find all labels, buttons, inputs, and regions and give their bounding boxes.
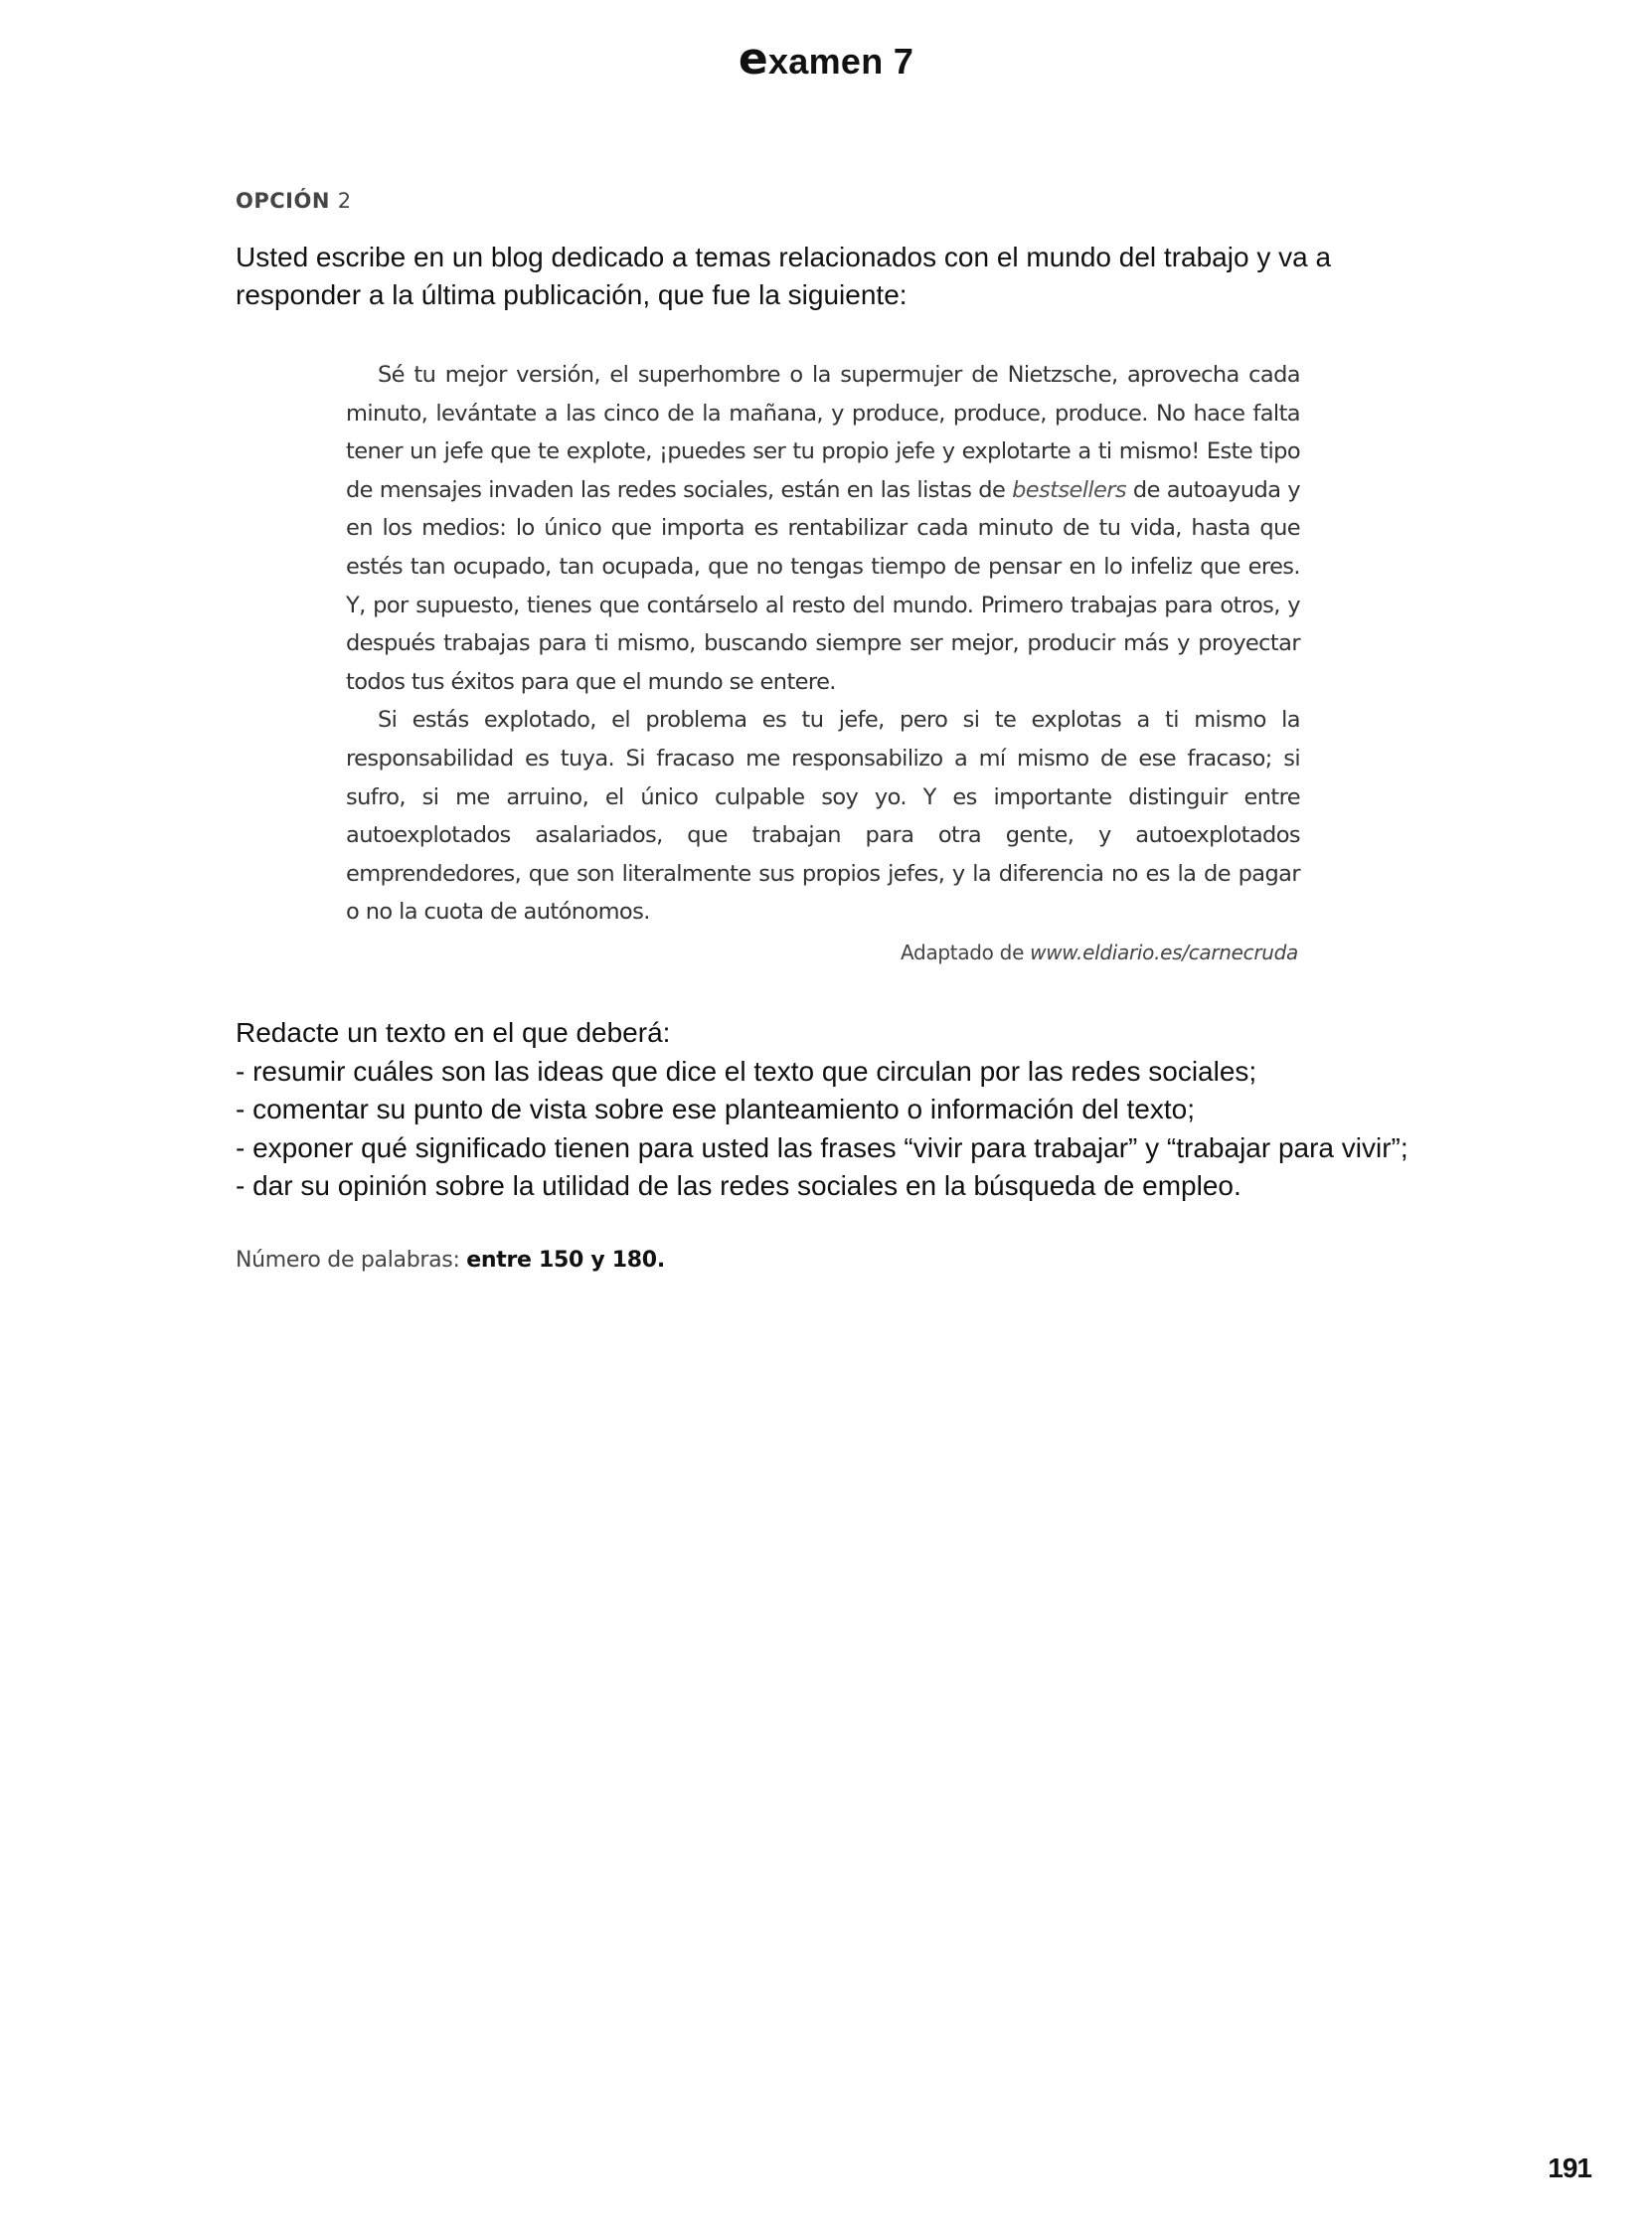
quote-p1-after: de autoayuda y en los medios: lo único que importa es rentabilizar cada minuto de tu vida, hasta que estés tan ocupado, tan ocupada, que no tengas tiempo de pensar en lo infeliz que eres. Y, por supuesto, tienes que contárselo al resto del mundo. Primero trabajas para otros, y después trabajas para ti mismo, buscando siempre ser mejor, producir más y proyectar todos tus éxitos para que el mundo se entere. — [346, 476, 1300, 695]
task-item: - exponer qué significado tienen para usted las frases “vivir para trabajar” y “trabajar para vivir”; — [236, 1131, 1408, 1163]
intro-paragraph: Usted escribe en un blog dedicado a temas relacionados con el mundo del trabajo y va a responder a la última publicación, que fue la siguiente: — [236, 242, 1332, 310]
quote-paragraph-1 — [346, 356, 1300, 701]
task-heading: Redacte un texto en el que deberá: — [236, 1017, 671, 1048]
quoted-text — [346, 356, 1300, 932]
quote-paragraph-2: Si estás explotado, el problema es tu jefe, pero si te explotas a ti mismo la responsabilidad es tuya. Si fracaso me responsabilizo a mí mismo de ese fracaso; si sufro, si me arruino, el único culpable soy yo. Y es importante distinguir entre autoexplotados asalariados, que trabajan para otra gente, y autoexplotados emprendedores, que son literalmente sus propios jefes, y la diferencia no es la de pagar o no la cuota de autónomos. — [346, 707, 1300, 926]
word-count — [236, 1248, 665, 1273]
option-number: 2 — [337, 189, 352, 213]
word-count-label: Número de palabras: — [236, 1248, 467, 1273]
task-instructions — [236, 1014, 1428, 1206]
task-item: - comentar su punto de vista sobre ese planteamiento o información del texto; — [236, 1094, 1195, 1124]
source-prefix: Adaptado de — [901, 941, 1031, 964]
quote-p1-before: Sé tu mejor versión, el superhombre o la supermujer de Nietzsche, aprovecha cada minuto, levántate a las cinco de la mañana, y produce, produce, produce. No hace falta tener un jefe que te explote, ¡puedes ser tu propio jefe y explotarte a ti mismo! Este tipo de mensajes invaden las redes sociales, están en las listas de — [346, 362, 1300, 503]
page-title-initial: e — [738, 34, 768, 85]
option-label-text: OPCIÓN — [236, 189, 330, 213]
source-url: www.eldiario.es/carnecruda — [1030, 941, 1298, 964]
source-citation — [346, 941, 1298, 964]
page-number: 191 — [1548, 2152, 1591, 2183]
task-item: - resumir cuáles son las ideas que dice el texto que circulan por las redes sociales; — [236, 1055, 1257, 1087]
page-title — [0, 34, 1652, 85]
task-item: - dar su opinión sobre la utilidad de las redes sociales en la búsqueda de empleo. — [236, 1170, 1241, 1201]
word-count-value: entre 150 y 180. — [466, 1248, 665, 1273]
page-title-rest: xamen 7 — [767, 41, 914, 82]
option-label — [236, 189, 352, 213]
quote-p1-italic: bestsellers — [1012, 476, 1127, 503]
